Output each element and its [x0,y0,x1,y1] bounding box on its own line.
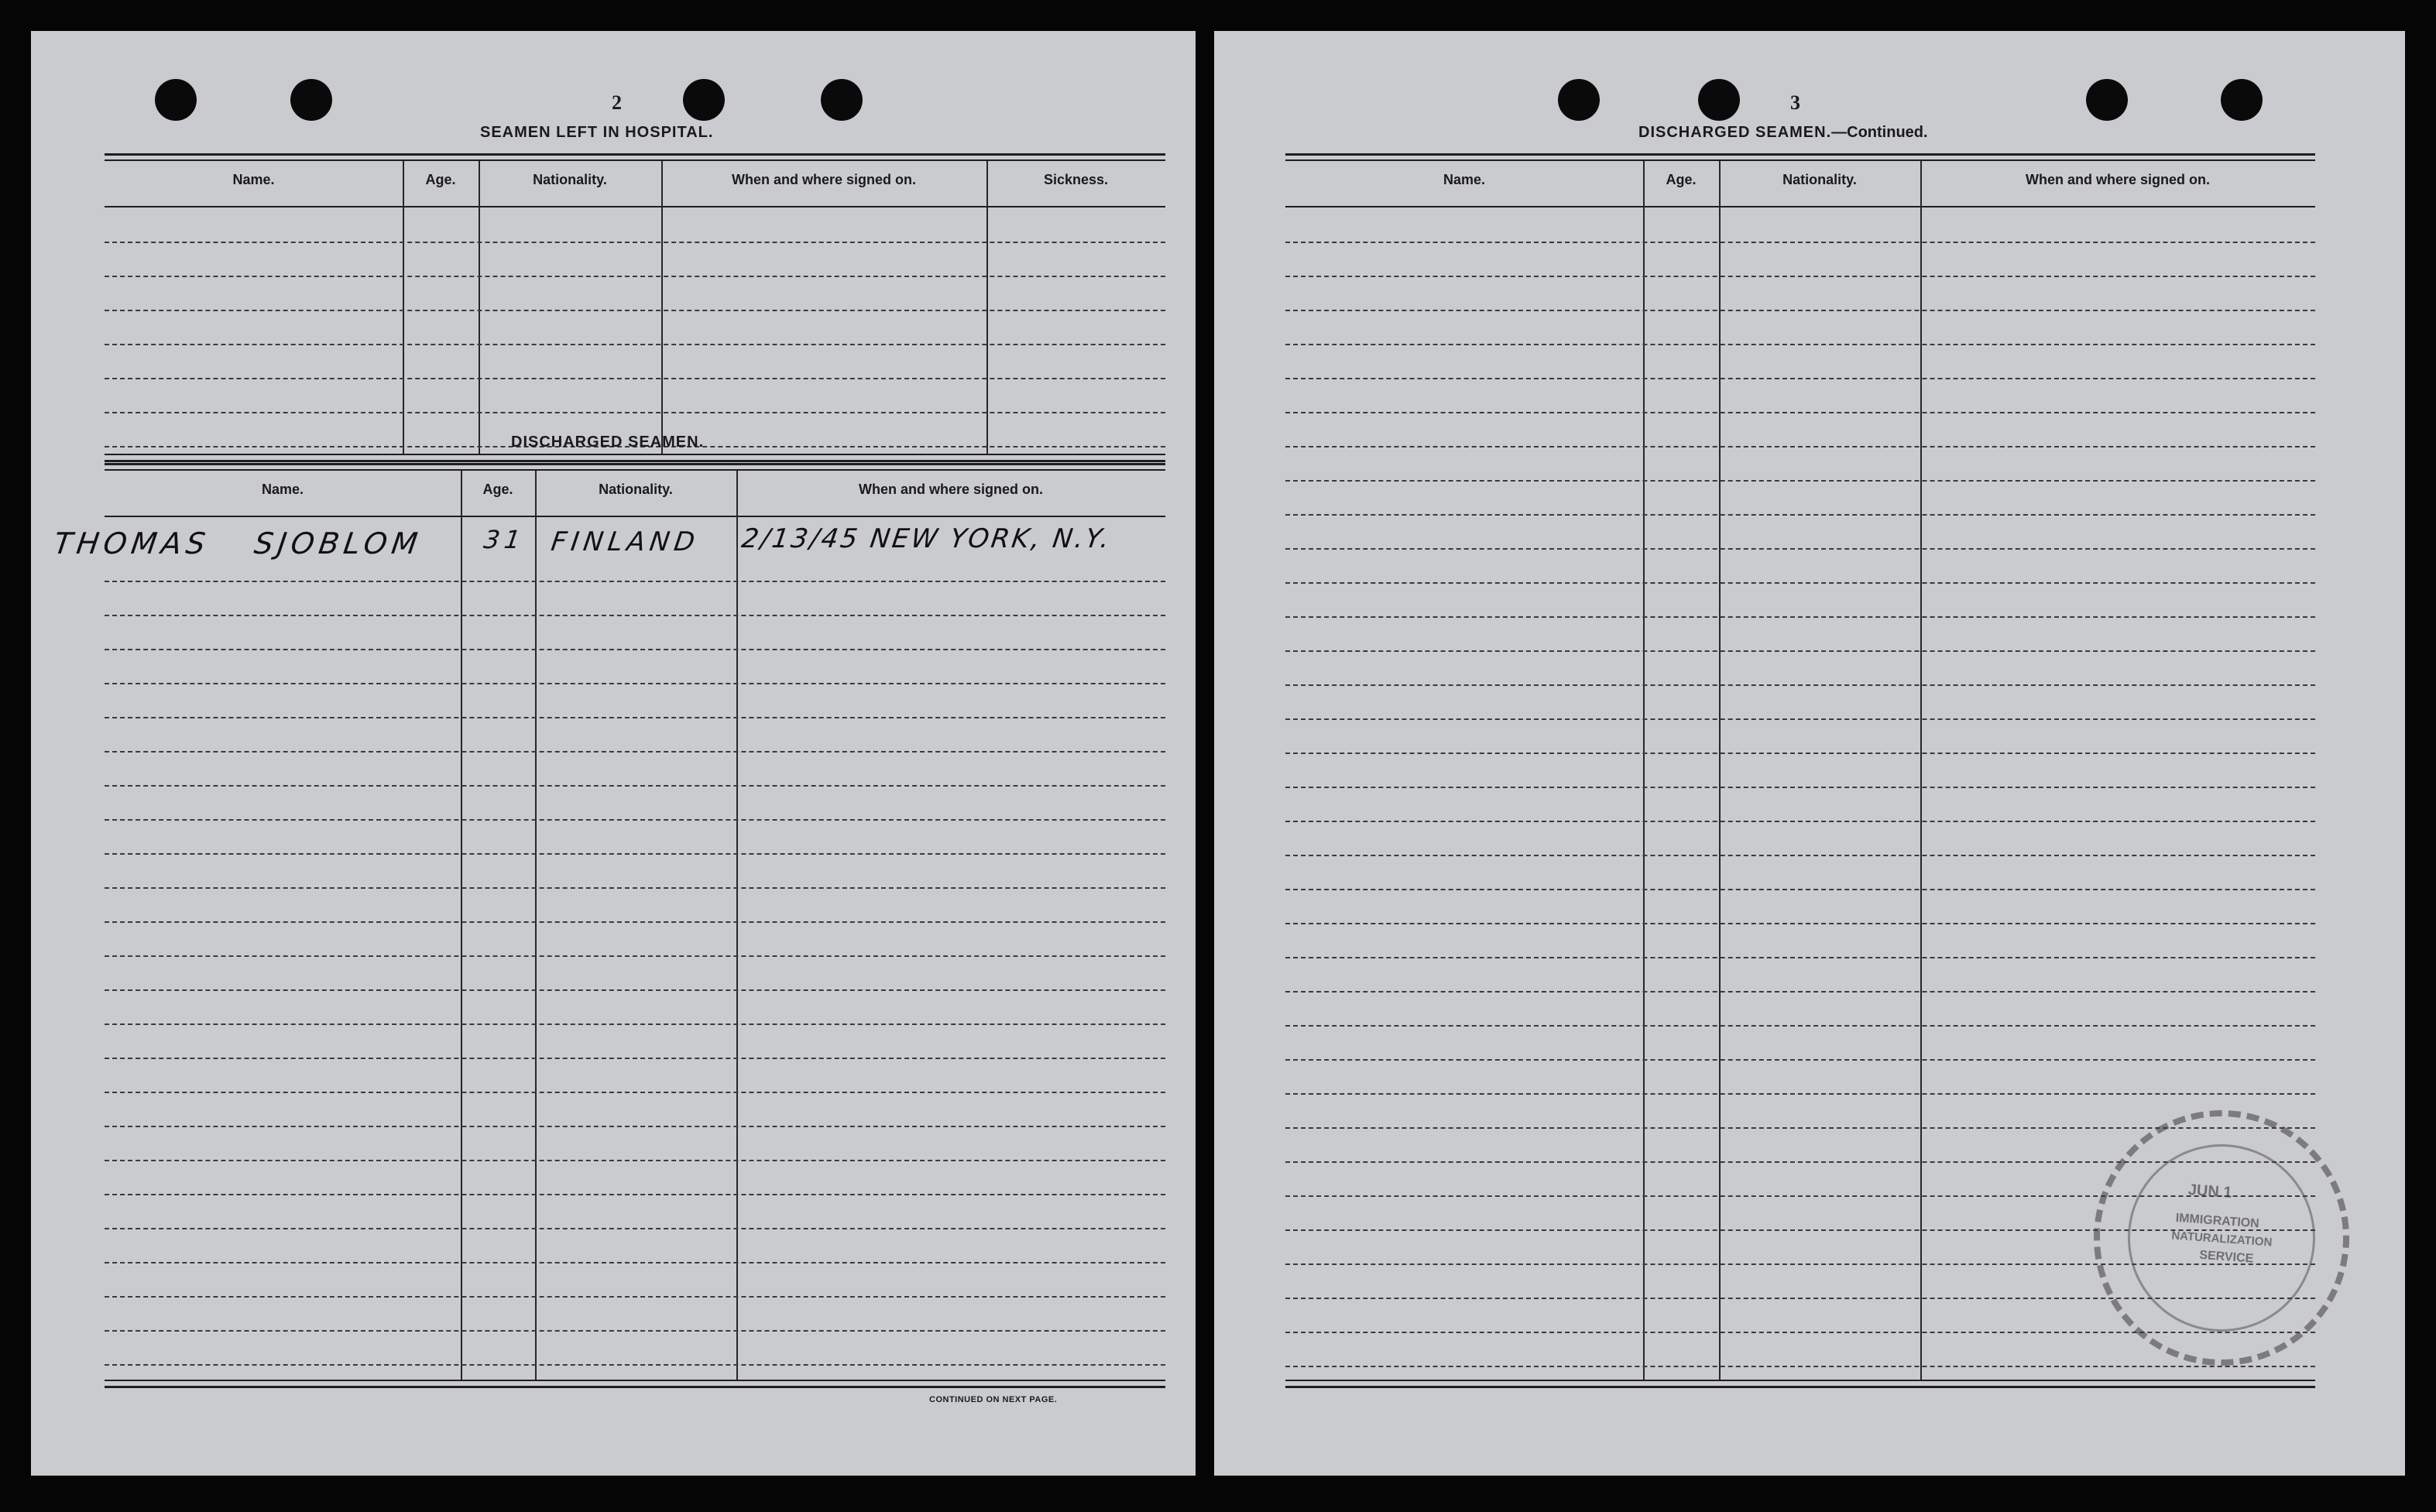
page-number: 2 [612,91,622,114]
table-rule [1285,1380,2315,1381]
entry-nationality: FINLAND [549,526,702,557]
ruled-line [1285,1059,2315,1061]
ruled-line [1285,991,2315,993]
column-header-name: Name. [261,482,304,497]
ruled-line [105,242,1165,243]
ruled-line [105,1126,1165,1127]
ruled-line [1285,1093,2315,1095]
ruled-line [1285,889,2315,890]
ruled-line [105,276,1165,277]
punch-hole [2221,79,2263,121]
ruled-line [105,1228,1165,1229]
ruled-line [105,581,1165,582]
discharged-continued-title [1638,124,1928,142]
immigration-stamp [2067,1083,2376,1393]
ruled-line [1285,855,2315,856]
ruled-line [105,1023,1165,1025]
column-header-age: Age. [425,172,456,187]
table-rule [1285,206,2315,207]
hospital-section-title: SEAMEN LEFT IN HOSPITAL. [480,124,714,141]
ruled-line [1285,1025,2315,1027]
ruled-line [1285,412,2315,413]
punch-hole [1698,79,1740,121]
punch-hole [683,79,725,121]
punch-hole [1558,79,1600,121]
ruled-line [1285,378,2315,379]
table-rule [105,206,1165,207]
column-header-signed-on: When and where signed on. [858,482,1044,497]
ruled-line [105,853,1165,855]
table-rule [105,159,1165,161]
ruled-line [105,649,1165,650]
ruled-line [105,887,1165,889]
ruled-line [1285,514,2315,516]
ruled-line [105,717,1165,718]
column-header-nationality: Nationality. [599,482,673,497]
column-header-nationality: Nationality. [533,172,607,187]
table-rule [105,469,1165,471]
column-header-sickness: Sickness. [1043,172,1109,187]
ruled-line [105,378,1165,379]
ruled-line [1285,821,2315,822]
entry-name: THOMAS SJOBLOM [51,526,424,561]
ruled-line [105,1296,1165,1298]
punch-hole [2086,79,2128,121]
continued-note: CONTINUED ON NEXT PAGE. [929,1395,1058,1404]
ruled-line [1285,718,2315,720]
table-rule [1285,153,2315,156]
table-rule [105,460,1165,462]
ruled-line [105,819,1165,821]
ruled-line [1285,480,2315,482]
page-number: 3 [1790,91,1800,114]
table-rule [105,454,1165,455]
column-header-age: Age. [482,482,513,497]
ruled-line [1285,923,2315,924]
column-divider [736,471,738,1380]
ruled-line [105,1330,1165,1332]
discharged-section-title: DISCHARGED SEAMEN. [511,434,705,451]
ruled-line [1285,276,2315,277]
ruled-line [1285,242,2315,243]
table-rule [105,153,1165,156]
table-rule [1285,1386,2315,1388]
ruled-line [105,1092,1165,1093]
ruled-line [1285,650,2315,652]
table-rule [1285,159,2315,161]
ruled-line [105,412,1165,413]
column-divider [403,161,404,454]
entry-age: 31 [482,525,527,554]
ruled-line [105,1194,1165,1195]
left-page [31,31,1196,1476]
ruled-line [105,785,1165,787]
ruled-line [105,955,1165,957]
column-divider [479,161,480,454]
column-header-name: Name. [1443,172,1486,187]
column-header-signed-on: When and where signed on. [731,172,917,187]
column-header-age: Age. [1666,172,1697,187]
ruled-line [1285,548,2315,550]
ruled-line [105,1160,1165,1161]
table-rule [105,516,1165,517]
punch-hole [290,79,332,121]
ruled-line [105,1364,1165,1366]
ruled-line [1285,684,2315,686]
column-header-name: Name. [232,172,275,187]
punch-hole [155,79,197,121]
punch-hole [821,79,863,121]
ruled-line [105,921,1165,923]
stamp-line: IMMIGRATION [2175,1211,2260,1231]
stamp-line: SERVICE [2198,1248,2254,1266]
ruled-line [1285,1366,2315,1367]
table-rule [105,1380,1165,1381]
column-header-nationality: Nationality. [1782,172,1857,187]
title-suffix: —Continued. [1831,124,1928,141]
table-rule [105,1386,1165,1388]
ruled-line [105,989,1165,991]
column-divider [661,161,663,454]
ruled-line [1285,344,2315,345]
ruled-line [105,1262,1165,1263]
ruled-line [105,615,1165,616]
ruled-line [105,310,1165,311]
ruled-line [1285,446,2315,447]
column-divider [535,471,537,1380]
ruled-line [105,683,1165,684]
ruled-line [1285,957,2315,958]
ruled-line [1285,310,2315,311]
title-main: DISCHARGED SEAMEN. [1638,124,1832,141]
ruled-line [105,1058,1165,1059]
table-rule [105,463,1165,465]
ruled-line [1285,582,2315,584]
column-divider [461,471,462,1380]
stamp-line: NATURALIZATION [2170,1229,2273,1250]
entry-signed-on: 2/13/45 NEW YORK, N.Y. [739,523,1113,554]
ruled-line [1285,753,2315,754]
stamp-line: JUN 1 [2187,1181,2233,1202]
ruled-line [1285,787,2315,788]
ruled-line [1285,616,2315,618]
ruled-line [105,751,1165,753]
column-header-signed-on: When and where signed on. [2025,172,2211,187]
ruled-line [105,344,1165,345]
column-divider [986,161,988,454]
right-page [1214,31,2405,1476]
